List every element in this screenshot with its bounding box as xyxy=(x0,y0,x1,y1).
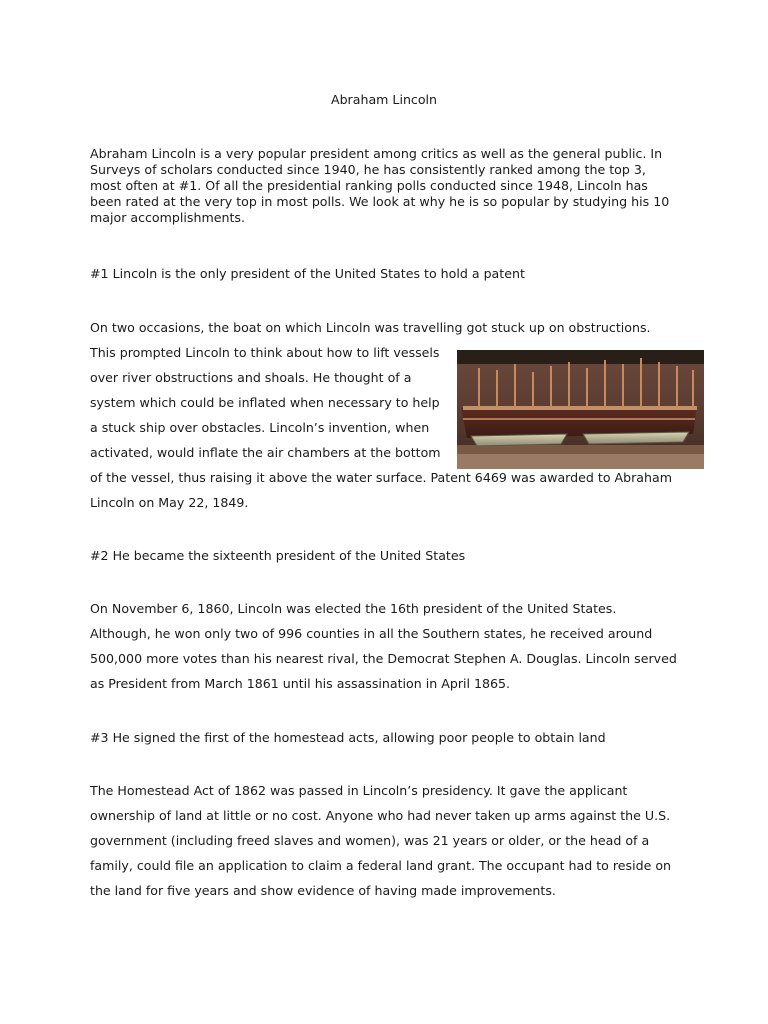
section-1-line: activated, would inflate the air chambers at the bottom xyxy=(90,445,441,460)
document-title: Abraham Lincoln xyxy=(330,92,438,107)
section-2-line: On November 6, 1860, Lincoln was elected the 16th president of the United States. xyxy=(90,601,617,616)
section-1-line: On two occasions, the boat on which Lincoln was travelling got stuck up on obstructions. xyxy=(90,320,651,335)
section-1-heading: #1 Lincoln is the only president of the United States to hold a patent xyxy=(90,266,525,281)
section-3-line: family, could file an application to claim a federal land grant. The occupant had to reside on xyxy=(90,858,672,873)
section-2-line: Although, he won only two of 996 counties in all the Southern states, he received around xyxy=(90,626,653,641)
section-1-line: of the vessel, thus raising it above the water surface. Patent 6469 was awarded to Abraham xyxy=(90,470,672,485)
section-2-line: as President from March 1861 until his assassination in April 1865. xyxy=(90,676,511,691)
section-2-heading: #2 He became the sixteenth president of the United States xyxy=(90,548,466,563)
section-1-line: a stuck ship over obstacles. Lincoln’s invention, when xyxy=(90,420,430,435)
section-3-line: The Homestead Act of 1862 was passed in Lincoln’s presidency. It gave the applicant xyxy=(90,783,628,798)
section-3-line: ownership of land at little or no cost. Anyone who had never taken up arms against the U.S. xyxy=(90,808,671,823)
section-2-line: 500,000 more votes than his nearest rival, the Democrat Stephen A. Douglas. Lincoln served xyxy=(90,651,677,666)
section-1-line: This prompted Lincoln to think about how to lift vessels xyxy=(90,345,440,360)
intro-paragraph: Abraham Lincoln is a very popular president among critics as well as the general public. In Surveys of scholars conducted since 1940, he has consistently ranked among the top 3, most often at #1. Of all the presidential ranking polls conducted since 1948, Lincoln has been rated at the very top in most polls. We look at why he is so popular by studying his 10 major accomplishments. xyxy=(90,146,670,225)
section-3-body xyxy=(90,778,690,903)
section-1-line: over river obstructions and shoals. He thought of a xyxy=(90,370,412,385)
section-2-body xyxy=(90,596,690,696)
section-1-line: Lincoln on May 22, 1849. xyxy=(90,495,249,510)
section-3-line: the land for five years and show evidence of having made improvements. xyxy=(90,883,556,898)
patent-boat-model-image xyxy=(457,350,704,469)
section-1-line: system which could be inflated when necessary to help xyxy=(90,395,440,410)
section-3-heading: #3 He signed the first of the homestead acts, allowing poor people to obtain land xyxy=(90,730,606,745)
section-3-line: government (including freed slaves and women), was 21 years or older, or the head of a xyxy=(90,833,650,848)
